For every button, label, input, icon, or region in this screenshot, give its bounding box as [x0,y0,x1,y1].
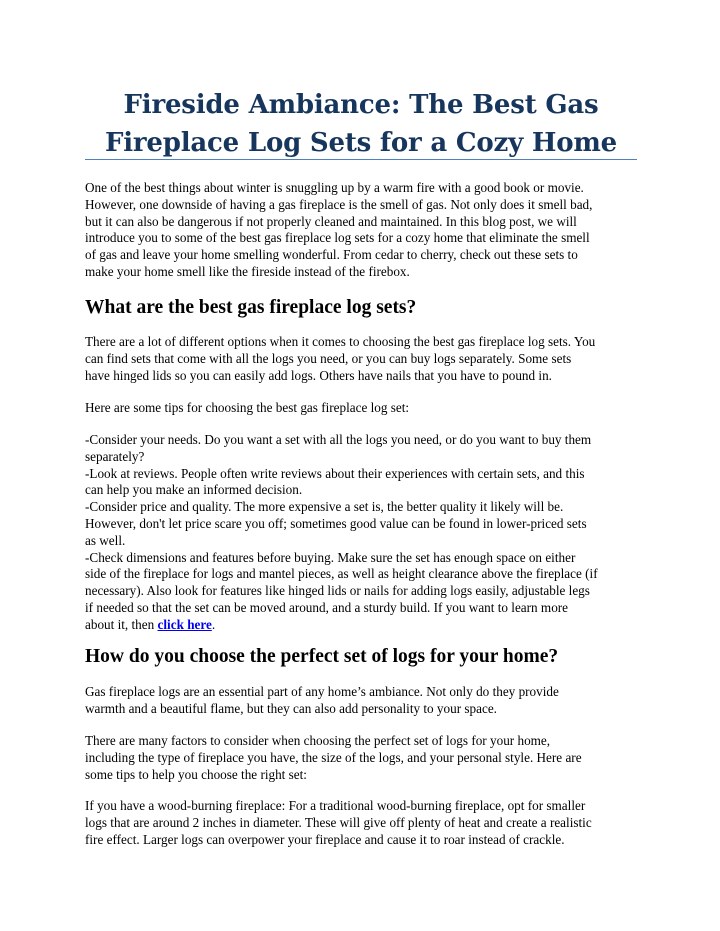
section2-paragraph-essential [85,684,637,718]
tip-line: if needed so that the set can be moved around, and a sturdy build. If you want to learn more [85,599,569,615]
intro-paragraph [85,180,637,281]
tips-list [85,432,637,634]
intro-line: introduce you to some of the best gas fireplace log sets for a cozy home that eliminate the smell [85,230,590,246]
paragraph-line: There are a lot of different options when it comes to choosing the best gas fireplace log sets. You [85,334,596,349]
paragraph-line: Here are some tips for choosing the best gas fireplace log set: [85,400,410,415]
paragraph-line: warmth and a beautiful flame, but they can also add personality to your space. [85,700,497,716]
tip-text-suffix: . [211,616,216,632]
paragraph-line: There are many factors to consider when choosing the perfect set of logs for your home, [85,733,551,748]
tip-line: -Look at reviews. People often write reviews about their experiences with certain sets, and this [85,465,585,481]
tip-line: -Check dimensions and features before buying. Make sure the set has enough space on either [85,549,576,565]
intro-line: but it can also be dangerous if not properly cleaned and maintained. In this blog post, we will [85,213,577,229]
tip-text-prefix: about it, then [85,616,158,632]
section1-paragraph-options [85,334,637,384]
section1-paragraph-tips-intro [85,400,637,417]
title-line-2: Fireplace Log Sets for a Cozy Home [104,128,618,158]
tip-line: can help you make an informed decision. [85,482,303,498]
section-heading-choose-logs: How do you choose the perfect set of logs for your home? [85,646,559,667]
intro-line: of gas and leave your home smelling wonderful. From cedar to cherry, check out these sets to [85,247,578,263]
tip-line: as well. [85,532,126,548]
intro-line: However, one downside of having a gas fireplace is the smell of gas. Not only does it smell bad, [85,196,593,212]
click-here-link[interactable]: click here [157,616,212,632]
tip-line-with-link [85,617,637,634]
paragraph-line: can find sets that come with all the logs you need, or you can buy logs separately. Some sets [85,350,572,366]
tip-line: separately? [85,448,145,464]
paragraph-line: logs that are around 2 inches in diameter. These will give off plenty of heat and create a realistic [85,814,592,830]
intro-line: make your home smell like the fireside instead of the firebox. [85,263,410,279]
paragraph-line: some tips to help you choose the right set: [85,766,307,782]
tip-line: necessary). Also look for features like hinged lids or nails for adding logs easily, adjustable legs [85,583,590,599]
paragraph-line: including the type of fireplace you have, the size of the logs, and your personal style. Here are [85,749,582,765]
tip-line: -Consider price and quality. The more expensive a set is, the better quality it likely will be. [85,499,564,515]
paragraph-line: fire effect. Larger logs can overpower your fireplace and cause it to roar instead of crackle. [85,831,565,847]
section2-paragraph-wood-burning [85,798,637,848]
paragraph-line: have hinged lids so you can easily add logs. Others have nails that you have to pound in. [85,367,552,383]
paragraph-line: If you have a wood-burning fireplace: For a traditional wood-burning fireplace, opt for smaller [85,798,586,813]
tip-line: side of the fireplace for logs and mantel pieces, as well as height clearance above the fireplace (if [85,566,598,582]
title-underline-divider [85,159,637,160]
intro-line: One of the best things about winter is snuggling up by a warm fire with a good book or movie. [85,180,584,195]
section2-paragraph-factors [85,733,637,783]
tip-line: -Consider your needs. Do you want a set with all the logs you need, or do you want to buy them [85,432,592,447]
title-line-1: Fireside Ambiance: The Best Gas [123,90,599,120]
paragraph-line: Gas fireplace logs are an essential part of any home’s ambiance. Not only do they provide [85,684,559,699]
tip-line: However, don't let price scare you off; sometimes good value can be found in lower-priced sets [85,515,587,531]
document-title [85,86,637,162]
section-heading-best-log-sets: What are the best gas fireplace log sets? [85,297,417,318]
